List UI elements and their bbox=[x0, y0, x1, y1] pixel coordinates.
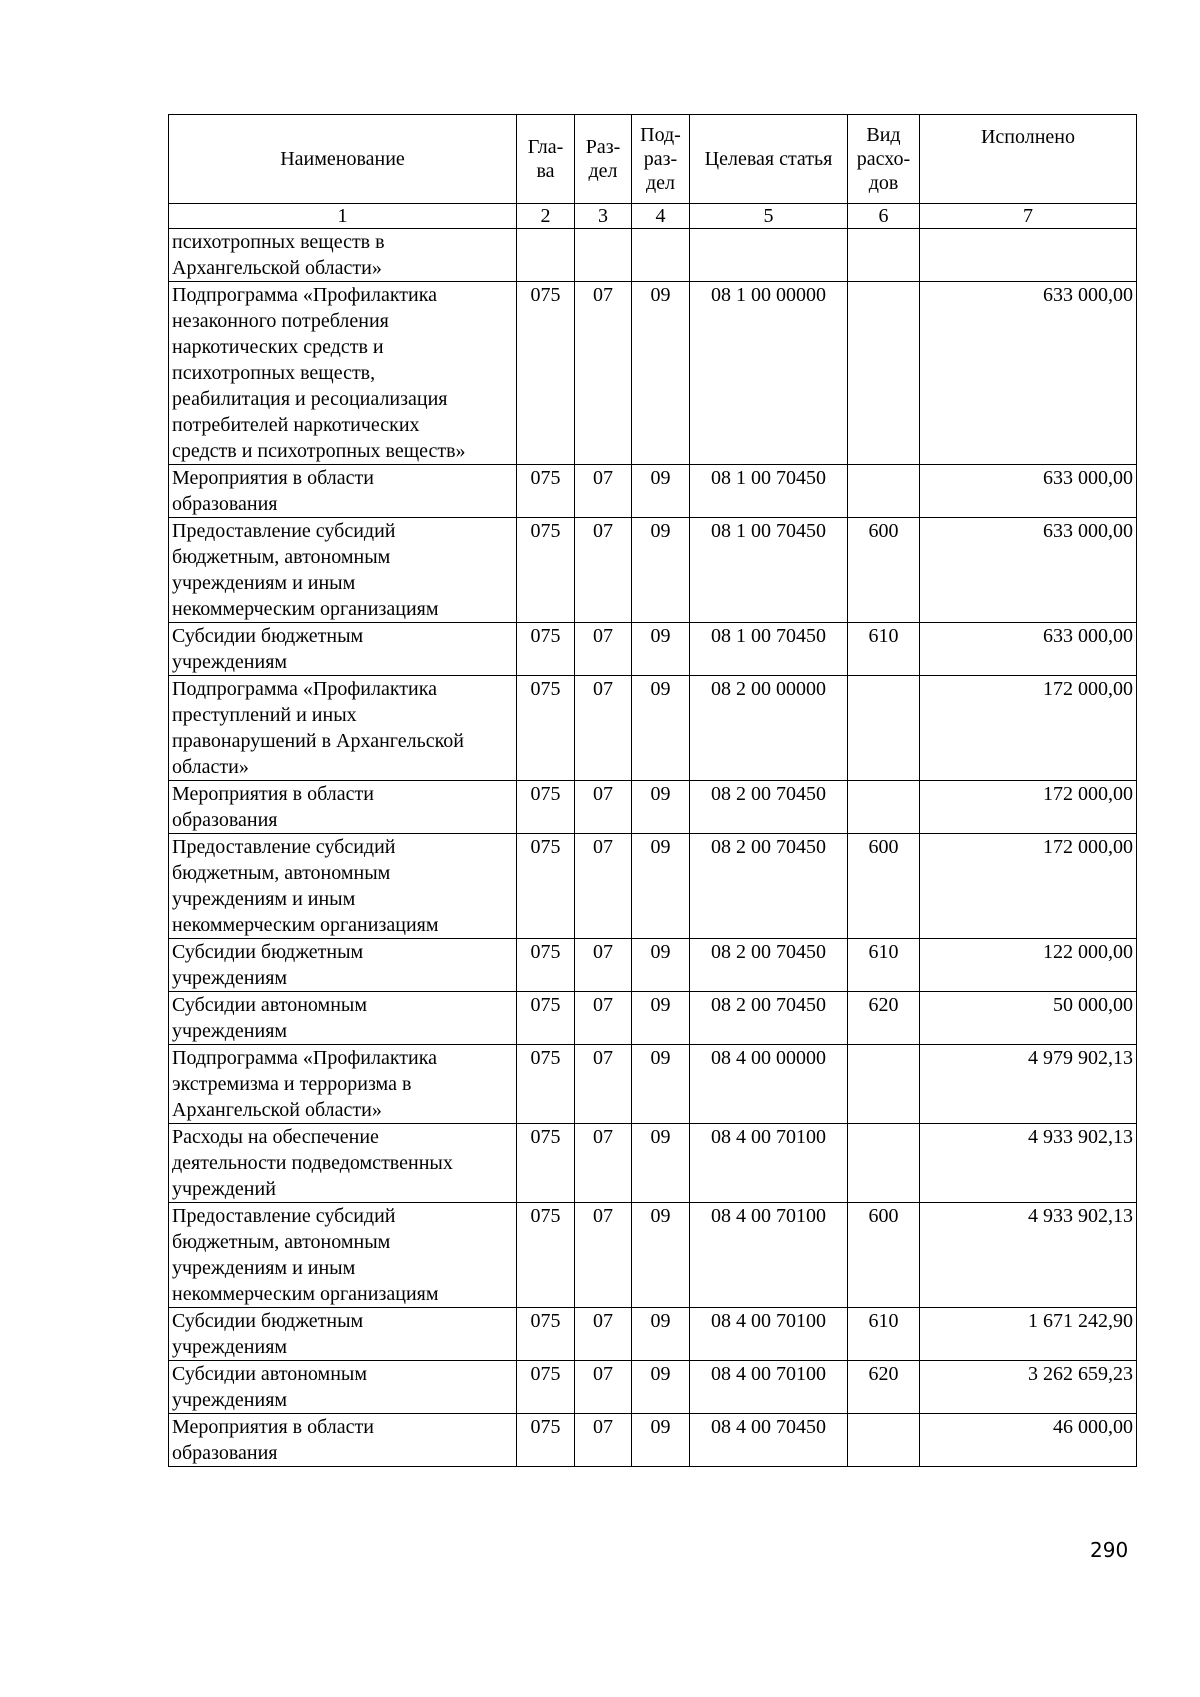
cell-glava: 075 bbox=[517, 939, 575, 992]
cell-ispolneno: 46 000,00 bbox=[920, 1414, 1137, 1467]
cell-razdel: 07 bbox=[575, 992, 632, 1045]
page-number: 290 bbox=[1090, 1538, 1129, 1562]
cell-podrazdel: 09 bbox=[632, 1308, 690, 1361]
cell-podrazdel: 09 bbox=[632, 518, 690, 623]
cell-vid-raskhodov bbox=[848, 1414, 920, 1467]
cell-tselevaya-statya: 08 2 00 70450 bbox=[690, 939, 848, 992]
cell-name: Подпрограмма «Профилактика незаконного потребления наркотических средств и психотропных веществ, реабилитация и ресоциализация потребителей наркотических средств и психотропных веществ» bbox=[169, 282, 517, 465]
cell-ispolneno: 122 000,00 bbox=[920, 939, 1137, 992]
cell-glava bbox=[517, 229, 575, 282]
cell-tselevaya-statya: 08 4 00 70100 bbox=[690, 1124, 848, 1203]
table-body bbox=[169, 229, 1137, 1467]
cell-glava: 075 bbox=[517, 1203, 575, 1308]
cell-ispolneno: 50 000,00 bbox=[920, 992, 1137, 1045]
cell-razdel bbox=[575, 229, 632, 282]
cell-name: Мероприятия в области образования bbox=[169, 1414, 517, 1467]
cell-name: психотропных веществ в Архангельской области» bbox=[169, 229, 517, 282]
cell-name: Субсидии бюджетным учреждениям bbox=[169, 939, 517, 992]
table-row bbox=[169, 676, 1137, 781]
cell-tselevaya-statya: 08 1 00 70450 bbox=[690, 623, 848, 676]
cell-ispolneno: 172 000,00 bbox=[920, 676, 1137, 781]
cell-name: Субсидии автономным учреждениям bbox=[169, 1361, 517, 1414]
cell-tselevaya-statya: 08 1 00 00000 bbox=[690, 282, 848, 465]
column-number: 6 bbox=[848, 204, 920, 229]
cell-name: Субсидии бюджетным учреждениям bbox=[169, 623, 517, 676]
cell-vid-raskhodov bbox=[848, 676, 920, 781]
table-row bbox=[169, 834, 1137, 939]
cell-vid-raskhodov: 610 bbox=[848, 939, 920, 992]
budget-table-page bbox=[168, 114, 1137, 1467]
cell-razdel: 07 bbox=[575, 1124, 632, 1203]
cell-podrazdel: 09 bbox=[632, 834, 690, 939]
table-row bbox=[169, 1124, 1137, 1203]
cell-tselevaya-statya: 08 4 00 70100 bbox=[690, 1308, 848, 1361]
cell-ispolneno: 633 000,00 bbox=[920, 465, 1137, 518]
column-number-row bbox=[169, 204, 1137, 229]
cell-podrazdel: 09 bbox=[632, 1361, 690, 1414]
cell-vid-raskhodov: 620 bbox=[848, 1361, 920, 1414]
table-row bbox=[169, 1203, 1137, 1308]
table-row bbox=[169, 1308, 1137, 1361]
table-header-row bbox=[169, 115, 1137, 204]
cell-tselevaya-statya: 08 2 00 00000 bbox=[690, 676, 848, 781]
cell-podrazdel: 09 bbox=[632, 992, 690, 1045]
cell-vid-raskhodov: 600 bbox=[848, 834, 920, 939]
table-row bbox=[169, 992, 1137, 1045]
cell-tselevaya-statya: 08 1 00 70450 bbox=[690, 518, 848, 623]
budget-execution-table bbox=[168, 114, 1137, 1467]
header-ispolneno: Исполнено bbox=[920, 115, 1137, 204]
cell-razdel: 07 bbox=[575, 518, 632, 623]
cell-name: Предоставление субсидий бюджетным, автономным учреждениям и иным некоммерческим организациям bbox=[169, 834, 517, 939]
cell-glava: 075 bbox=[517, 1124, 575, 1203]
cell-tselevaya-statya: 08 4 00 70100 bbox=[690, 1203, 848, 1308]
cell-podrazdel bbox=[632, 229, 690, 282]
cell-tselevaya-statya: 08 2 00 70450 bbox=[690, 781, 848, 834]
cell-vid-raskhodov: 600 bbox=[848, 518, 920, 623]
cell-razdel: 07 bbox=[575, 282, 632, 465]
cell-vid-raskhodov: 610 bbox=[848, 623, 920, 676]
cell-ispolneno: 4 933 902,13 bbox=[920, 1203, 1137, 1308]
cell-name: Субсидии автономным учреждениям bbox=[169, 992, 517, 1045]
cell-vid-raskhodov bbox=[848, 1124, 920, 1203]
cell-name: Предоставление субсидий бюджетным, автономным учреждениям и иным некоммерческим организациям bbox=[169, 1203, 517, 1308]
cell-podrazdel: 09 bbox=[632, 676, 690, 781]
table-row bbox=[169, 282, 1137, 465]
cell-razdel: 07 bbox=[575, 1308, 632, 1361]
table-row bbox=[169, 781, 1137, 834]
column-number: 2 bbox=[517, 204, 575, 229]
cell-glava: 075 bbox=[517, 1045, 575, 1124]
cell-tselevaya-statya: 08 2 00 70450 bbox=[690, 834, 848, 939]
cell-glava: 075 bbox=[517, 1361, 575, 1414]
cell-ispolneno: 172 000,00 bbox=[920, 834, 1137, 939]
header-tselevaya-statya: Целевая статья bbox=[690, 115, 848, 204]
cell-tselevaya-statya: 08 4 00 70450 bbox=[690, 1414, 848, 1467]
cell-razdel: 07 bbox=[575, 1203, 632, 1308]
cell-ispolneno: 4 933 902,13 bbox=[920, 1124, 1137, 1203]
cell-name: Подпрограмма «Профилактика экстремизма и терроризма в Архангельской области» bbox=[169, 1045, 517, 1124]
table-row bbox=[169, 939, 1137, 992]
cell-ispolneno bbox=[920, 229, 1137, 282]
table-row bbox=[169, 518, 1137, 623]
cell-tselevaya-statya: 08 4 00 00000 bbox=[690, 1045, 848, 1124]
cell-glava: 075 bbox=[517, 282, 575, 465]
table-row bbox=[169, 1045, 1137, 1124]
cell-name: Предоставление субсидий бюджетным, автономным учреждениям и иным некоммерческим организациям bbox=[169, 518, 517, 623]
cell-razdel: 07 bbox=[575, 465, 632, 518]
cell-glava: 075 bbox=[517, 676, 575, 781]
cell-name: Мероприятия в области образования bbox=[169, 465, 517, 518]
cell-glava: 075 bbox=[517, 781, 575, 834]
cell-name: Мероприятия в области образования bbox=[169, 781, 517, 834]
table-row bbox=[169, 1414, 1137, 1467]
cell-glava: 075 bbox=[517, 992, 575, 1045]
column-number: 5 bbox=[690, 204, 848, 229]
cell-ispolneno: 633 000,00 bbox=[920, 623, 1137, 676]
cell-glava: 075 bbox=[517, 834, 575, 939]
cell-vid-raskhodov bbox=[848, 282, 920, 465]
cell-ispolneno: 1 671 242,90 bbox=[920, 1308, 1137, 1361]
cell-ispolneno: 4 979 902,13 bbox=[920, 1045, 1137, 1124]
cell-tselevaya-statya: 08 2 00 70450 bbox=[690, 992, 848, 1045]
cell-podrazdel: 09 bbox=[632, 465, 690, 518]
header-name: Наименование bbox=[169, 115, 517, 204]
cell-razdel: 07 bbox=[575, 1045, 632, 1124]
cell-vid-raskhodov bbox=[848, 465, 920, 518]
table-row bbox=[169, 465, 1137, 518]
cell-razdel: 07 bbox=[575, 676, 632, 781]
column-number: 7 bbox=[920, 204, 1137, 229]
header-podrazdel: Под- раз- дел bbox=[632, 115, 690, 204]
table-row bbox=[169, 229, 1137, 282]
cell-podrazdel: 09 bbox=[632, 1414, 690, 1467]
cell-glava: 075 bbox=[517, 465, 575, 518]
cell-ispolneno: 633 000,00 bbox=[920, 518, 1137, 623]
table-row bbox=[169, 1361, 1137, 1414]
cell-tselevaya-statya: 08 1 00 70450 bbox=[690, 465, 848, 518]
cell-razdel: 07 bbox=[575, 1361, 632, 1414]
cell-name: Расходы на обеспечение деятельности подведомственных учреждений bbox=[169, 1124, 517, 1203]
column-number: 3 bbox=[575, 204, 632, 229]
cell-glava: 075 bbox=[517, 623, 575, 676]
header-glava: Гла- ва bbox=[517, 115, 575, 204]
cell-podrazdel: 09 bbox=[632, 1124, 690, 1203]
cell-razdel: 07 bbox=[575, 939, 632, 992]
cell-ispolneno: 172 000,00 bbox=[920, 781, 1137, 834]
cell-podrazdel: 09 bbox=[632, 623, 690, 676]
cell-podrazdel: 09 bbox=[632, 1203, 690, 1308]
cell-vid-raskhodov: 610 bbox=[848, 1308, 920, 1361]
cell-razdel: 07 bbox=[575, 1414, 632, 1467]
column-number: 1 bbox=[169, 204, 517, 229]
cell-tselevaya-statya: 08 4 00 70100 bbox=[690, 1361, 848, 1414]
cell-razdel: 07 bbox=[575, 781, 632, 834]
cell-podrazdel: 09 bbox=[632, 1045, 690, 1124]
column-number: 4 bbox=[632, 204, 690, 229]
table-row bbox=[169, 623, 1137, 676]
cell-vid-raskhodov bbox=[848, 229, 920, 282]
cell-podrazdel: 09 bbox=[632, 282, 690, 465]
cell-vid-raskhodov bbox=[848, 781, 920, 834]
cell-ispolneno: 633 000,00 bbox=[920, 282, 1137, 465]
header-vid-raskhodov: Вид расхо- дов bbox=[848, 115, 920, 204]
cell-vid-raskhodov bbox=[848, 1045, 920, 1124]
cell-name: Субсидии бюджетным учреждениям bbox=[169, 1308, 517, 1361]
cell-podrazdel: 09 bbox=[632, 781, 690, 834]
cell-glava: 075 bbox=[517, 1308, 575, 1361]
cell-tselevaya-statya bbox=[690, 229, 848, 282]
header-razdel: Раз- дел bbox=[575, 115, 632, 204]
cell-name: Подпрограмма «Профилактика преступлений и иных правонарушений в Архангельской области» bbox=[169, 676, 517, 781]
cell-ispolneno: 3 262 659,23 bbox=[920, 1361, 1137, 1414]
cell-razdel: 07 bbox=[575, 623, 632, 676]
cell-razdel: 07 bbox=[575, 834, 632, 939]
cell-glava: 075 bbox=[517, 518, 575, 623]
cell-vid-raskhodov: 620 bbox=[848, 992, 920, 1045]
cell-vid-raskhodov: 600 bbox=[848, 1203, 920, 1308]
cell-glava: 075 bbox=[517, 1414, 575, 1467]
cell-podrazdel: 09 bbox=[632, 939, 690, 992]
